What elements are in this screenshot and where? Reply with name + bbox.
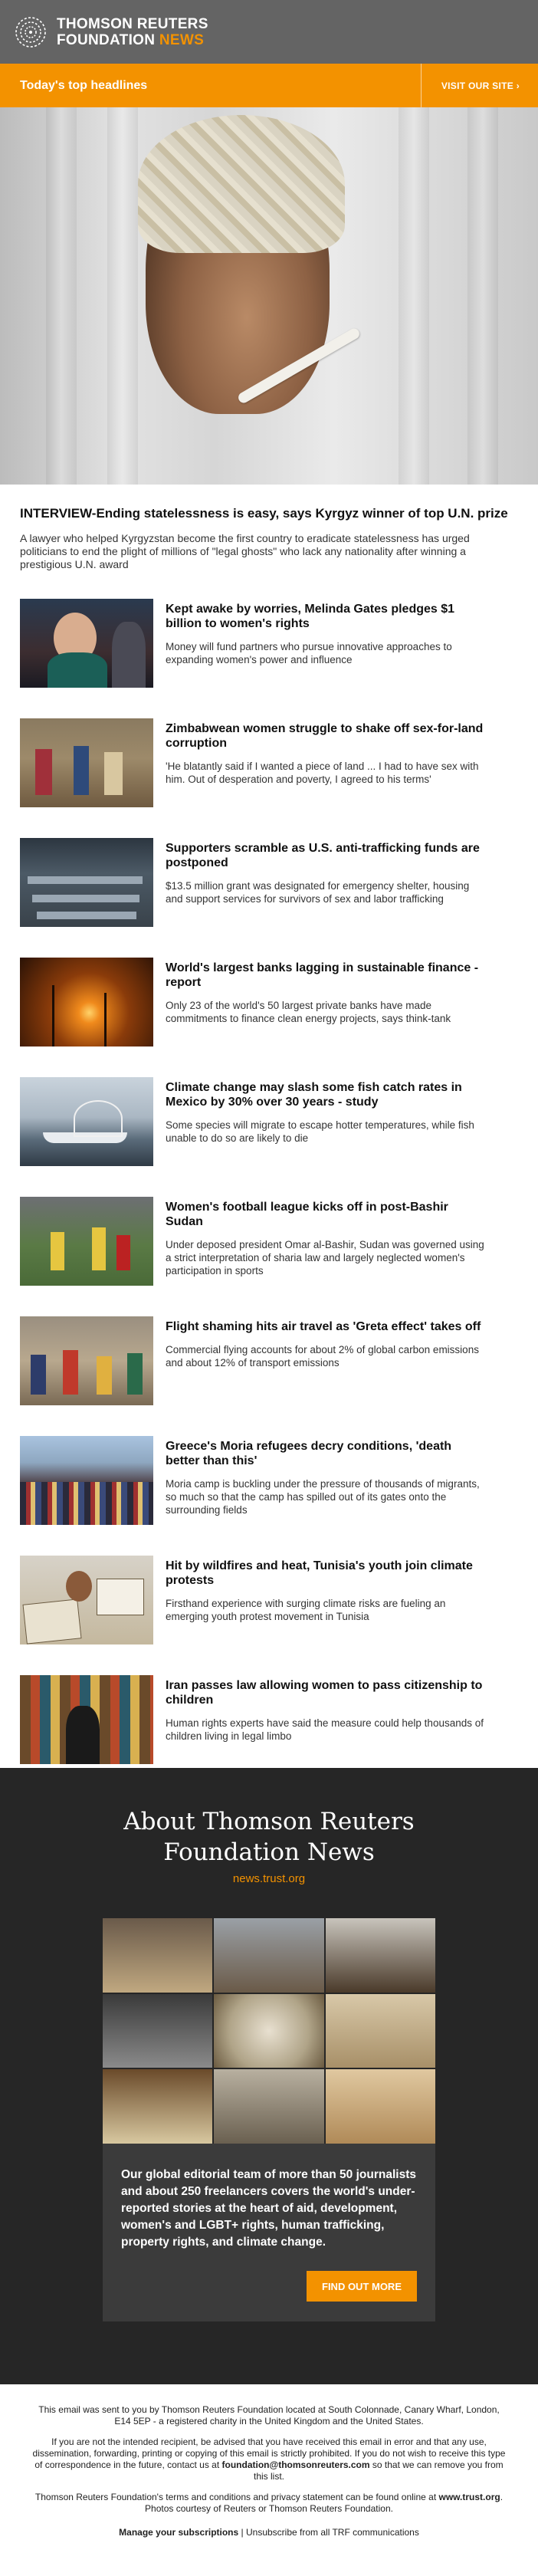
story-body [166, 718, 487, 807]
story-thumbnail[interactable] [20, 1077, 153, 1166]
story-body [166, 1556, 487, 1644]
footer-disclaimer-end: so that we can remove you from this list. [253, 2459, 504, 2482]
footer-terms-text: Thomson Reuters Foundation's terms and conditions and privacy statement can be found online at [34, 2492, 439, 2502]
story-summary: $13.5 million grant was designated for emergency shelter, housing and support services for survivors of sex and labor trafficking [166, 880, 470, 905]
story-item [20, 838, 518, 927]
story-summary: Money will fund partners who pursue innovative approaches to expanding women's power and influence [166, 641, 452, 665]
story-summary: 'He blatantly said if I wanted a piece of land ... I had to have sex with him. Out of desperation and poverty, I agreed to his terms' [166, 761, 479, 785]
mosaic-photo [214, 1918, 323, 1993]
unsubscribe-link[interactable]: Unsubscribe from all TRF communications [245, 2527, 419, 2538]
story-item [20, 1675, 518, 1764]
story-summary: Some species will migrate to escape hotter temperatures, while fish unable to do so are likely to die [166, 1119, 474, 1144]
brand-line-1: THOMSON REUTERS [57, 15, 208, 32]
protest-sign-shape [22, 1598, 81, 1644]
story-title[interactable]: Supporters scramble as U.S. anti-trafficking funds are postponed [166, 842, 480, 869]
lead-story-title[interactable]: INTERVIEW-Ending statelessness is easy, says Kyrgyz winner of top U.N. prize [20, 506, 508, 521]
mosaic-photo [326, 1918, 435, 1993]
story-thumbnail[interactable] [20, 1316, 153, 1405]
headscarf [138, 115, 345, 253]
story-summary: Moria camp is buckling under the pressure of thousands of migrants, so much so that the camp has spilled out of its gates onto the surrounding fields [166, 1478, 480, 1516]
player-shape [116, 1235, 130, 1270]
about-title [0, 1806, 538, 1868]
mosaic-photo [103, 1918, 212, 1993]
person-shape [74, 746, 89, 795]
tent-fold [46, 107, 77, 485]
wind-turbine-shape [52, 985, 54, 1046]
story-title[interactable]: Kept awake by worries, Melinda Gates pledges $1 billion to women's rights [166, 603, 455, 630]
fishing-net-shape [74, 1100, 123, 1137]
player-shape [51, 1232, 64, 1270]
story-summary: Commercial flying accounts for about 2% of global carbon emissions and about 12% of transport emissions [166, 1344, 479, 1368]
mosaic-photo [326, 2069, 435, 2144]
story-list [0, 599, 538, 1764]
tent-fold [467, 107, 498, 485]
person-shape [104, 752, 123, 795]
traveller-shape [97, 1356, 112, 1395]
footer-contact-email[interactable]: foundation@thomsonreuters.com [221, 2459, 370, 2470]
footer-link-separator: | [238, 2527, 246, 2538]
story-item [20, 599, 518, 688]
find-out-more-button[interactable]: FIND OUT MORE [307, 2271, 417, 2302]
footer-terms-link[interactable]: www.trust.org [438, 2492, 500, 2502]
story-body [166, 958, 487, 1046]
lead-story-image[interactable] [0, 107, 538, 485]
story-summary: Only 23 of the world's 50 largest private banks have made commitments to finance clean energy projects, says think-tank [166, 1000, 451, 1024]
story-body [166, 599, 487, 688]
person-shape [66, 1571, 92, 1602]
visit-site-link[interactable]: VISIT OUR SITE › [421, 64, 520, 107]
story-body [166, 1197, 487, 1286]
bed-shape [32, 895, 139, 902]
footer-terms [31, 2492, 507, 2515]
brand-header [0, 0, 538, 64]
traveller-shape [127, 1353, 143, 1395]
brand-line-2: FOUNDATION [57, 31, 156, 48]
protest-sign-shape [97, 1579, 144, 1615]
story-body [166, 1436, 487, 1525]
story-summary: Human rights experts have said the measure could help thousands of children living in legal limbo [166, 1717, 484, 1742]
story-title[interactable]: Flight shaming hits air travel as 'Greta effect' takes off [166, 1320, 481, 1333]
story-title[interactable]: Greece's Moria refugees decry conditions, 'death better than this' [166, 1440, 452, 1467]
story-summary: Under deposed president Omar al-Bashir, Sudan was governed using a strict interpretation of sharia law and largely neglected women's participation in sports [166, 1239, 484, 1276]
brand-news: NEWS [159, 31, 205, 48]
story-title[interactable]: Hit by wildfires and heat, Tunisia's youth join climate protests [166, 1559, 473, 1587]
footer-links [31, 2527, 507, 2538]
about-title-line-2: Foundation News [163, 1838, 375, 1866]
bed-shape [37, 912, 136, 919]
story-thumbnail[interactable] [20, 718, 153, 807]
wind-turbine-shape [104, 993, 107, 1046]
about-section [0, 1768, 538, 2384]
mosaic-photo [103, 1994, 212, 2068]
traveller-shape [31, 1355, 46, 1395]
story-thumbnail[interactable] [20, 599, 153, 688]
story-item [20, 1436, 518, 1525]
about-card [103, 2144, 435, 2321]
mosaic-photo [103, 2069, 212, 2144]
crowd-shape [20, 1482, 153, 1525]
story-item [20, 1556, 518, 1644]
manage-subscriptions-link[interactable]: Manage your subscriptions [119, 2527, 239, 2538]
mosaic-photo [326, 1994, 435, 2068]
story-item [20, 1077, 518, 1166]
footer-disclaimer [31, 2436, 507, 2482]
brand-name[interactable] [57, 16, 208, 48]
story-thumbnail[interactable] [20, 1675, 153, 1764]
email-footer [0, 2404, 538, 2548]
about-title-line-1: About Thomson Reuters [123, 1808, 415, 1835]
bed-shape [28, 876, 143, 884]
story-body [166, 838, 487, 927]
story-thumbnail[interactable] [20, 838, 153, 927]
photo-mosaic [103, 1918, 435, 2144]
story-title[interactable]: Climate change may slash some fish catch rates in Mexico by 30% over 30 years - study [166, 1081, 462, 1109]
story-thumbnail[interactable] [20, 1556, 153, 1644]
lead-story-summary: A lawyer who helped Kyrgyzstan become the first country to eradicate statelessness has urged politicians to end the plight of millions of "legal ghosts" who lack any nationality after winning a prestigious U.N. award [20, 532, 470, 570]
headlines-title: Today's top headlines [20, 78, 148, 92]
player-shape [92, 1227, 106, 1270]
mosaic-photo [214, 1994, 323, 2068]
story-title[interactable]: Zimbabwean women struggle to shake off sex-for-land corruption [166, 722, 484, 750]
story-summary: Firsthand experience with surging climate risks are fueling an emerging youth protest movement in Tunisia [166, 1598, 446, 1622]
person-shape [35, 749, 52, 795]
lead-story [0, 485, 538, 571]
person-shape [66, 1706, 100, 1764]
footer-sent-by: This email was sent to you by Thomson Reuters Foundation located at South Colonnade, Canary Wharf, London, E14 5EP - a registered charity in the United Kingdom and the United States. [38, 2404, 500, 2426]
about-site-link[interactable]: news.trust.org [232, 1872, 306, 1885]
mosaic-photo [214, 2069, 323, 2144]
footer-terms-end: . Photos courtesy of Reuters or Thomson Reuters Foundation. [145, 2492, 504, 2514]
story-thumbnail[interactable] [20, 958, 153, 1046]
story-body [166, 1316, 487, 1405]
person-shape [112, 622, 146, 688]
story-title[interactable]: Women's football league kicks off in post-Bashir Sudan [166, 1201, 448, 1228]
traveller-shape [63, 1350, 78, 1395]
headlines-bar [0, 64, 538, 107]
thomson-reuters-logo-icon[interactable] [14, 15, 48, 49]
about-description: Our global editorial team of more than 50 journalists and about 250 freelancers covers the world's under-reported stories at the heart of aid, development, women's and LGBT+ rights, human trafficking, property rights, and climate change. [121, 2168, 416, 2249]
story-item [20, 1197, 518, 1286]
person-shape [48, 652, 107, 688]
story-item [20, 958, 518, 1046]
story-title[interactable]: Iran passes law allowing women to pass citizenship to children [166, 1679, 483, 1707]
story-thumbnail[interactable] [20, 1436, 153, 1525]
story-thumbnail[interactable] [20, 1197, 153, 1286]
tent-fold [399, 107, 429, 485]
footer-disclaimer-text: If you are not the intended recipient, be advised that you have received this email in error and that any use, dissemination, forwarding, printing or copying of this email is strictly prohibited. If you do not wish to receive this type of correspondence in the future, contact us at [32, 2436, 506, 2470]
story-title[interactable]: World's largest banks lagging in sustainable finance - report [166, 961, 479, 989]
story-item [20, 718, 518, 807]
story-body [166, 1077, 487, 1166]
story-body [166, 1675, 487, 1764]
story-item [20, 1316, 518, 1405]
tent-fold [107, 107, 138, 485]
